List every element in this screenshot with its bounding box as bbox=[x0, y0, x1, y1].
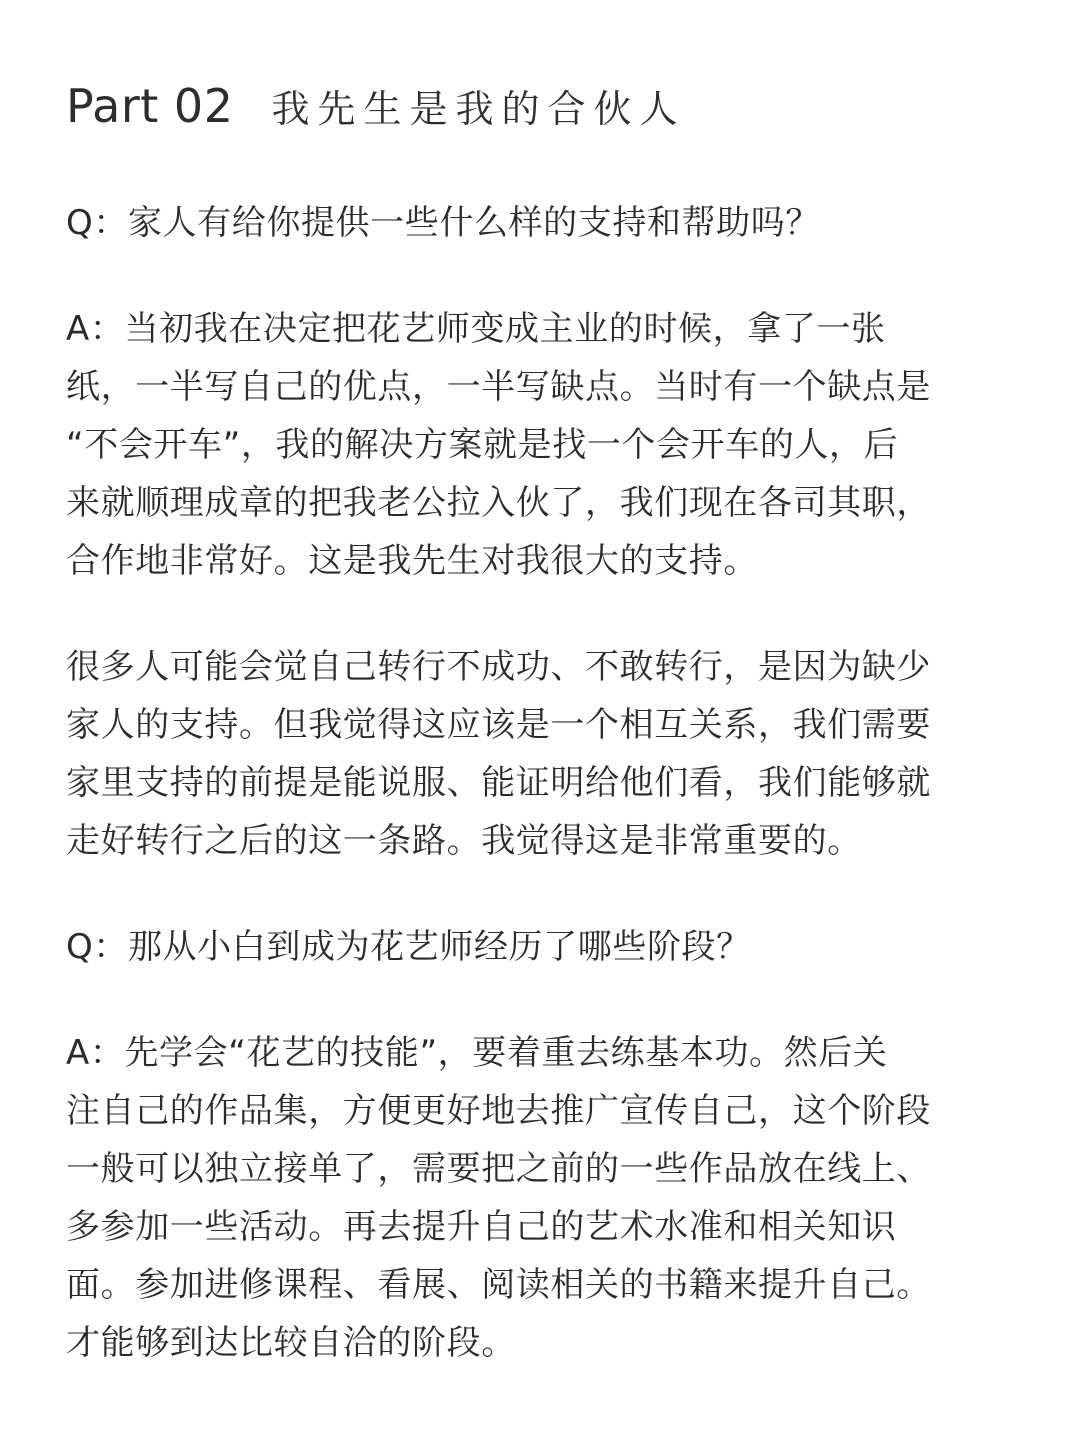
text-line: 家里支持的前提是能说服、能证明给他们看，我们能够就 bbox=[66, 763, 931, 803]
answer-family-support bbox=[66, 300, 1026, 590]
text-line: 一般可以独立接单了，需要把之前的一些作品放在线上、 bbox=[66, 1149, 931, 1189]
answer-career-stages bbox=[66, 1024, 1026, 1372]
text-line: 多参加一些活动。再去提升自己的艺术水准和相关知识 bbox=[66, 1207, 897, 1247]
text-line: 走好转行之后的这一条路。我觉得这是非常重要的。 bbox=[66, 821, 862, 861]
text-line: Q：家人有给你提供一些什么样的支持和帮助吗？ bbox=[66, 203, 820, 243]
text-line: 家人的支持。但我觉得这应该是一个相互关系，我们需要 bbox=[66, 705, 931, 745]
text-line: “不会开车”，我的解决方案就是找一个会开车的人，后 bbox=[66, 425, 899, 465]
question-career-stages bbox=[66, 918, 1026, 976]
answer-family-support-continued bbox=[66, 638, 1026, 870]
text-line: 纸，一半写自己的优点，一半写缺点。当时有一个缺点是 bbox=[66, 367, 931, 407]
section-number: Part 02 bbox=[66, 79, 234, 133]
text-line: A：先学会“花艺的技能”，要着重去练基本功。然后关 bbox=[66, 1033, 888, 1073]
article-page bbox=[66, 0, 1026, 1440]
text-line: 合作地非常好。这是我先生对我很大的支持。 bbox=[66, 541, 758, 581]
question-family-support bbox=[66, 194, 1026, 252]
section-title: 我先生是我的合伙人 bbox=[271, 87, 686, 131]
text-line: A：当初我在决定把花艺师变成主业的时候，拿了一张 bbox=[66, 309, 886, 349]
text-line: 才能够到达比较自洽的阶段。 bbox=[66, 1323, 516, 1363]
text-line: 来就顺理成章的把我老公拉入伙了，我们现在各司其职， bbox=[66, 483, 931, 523]
text-line: 很多人可能会觉自己转行不成功、不敢转行，是因为缺少 bbox=[66, 647, 931, 687]
text-line: 注自己的作品集，方便更好地去推广宣传自己，这个阶段 bbox=[66, 1091, 931, 1131]
text-line: 面。参加进修课程、看展、阅读相关的书籍来提升自己。 bbox=[66, 1265, 931, 1305]
section-heading bbox=[66, 78, 685, 140]
text-line: Q：那从小白到成为花艺师经历了哪些阶段？ bbox=[66, 927, 751, 967]
